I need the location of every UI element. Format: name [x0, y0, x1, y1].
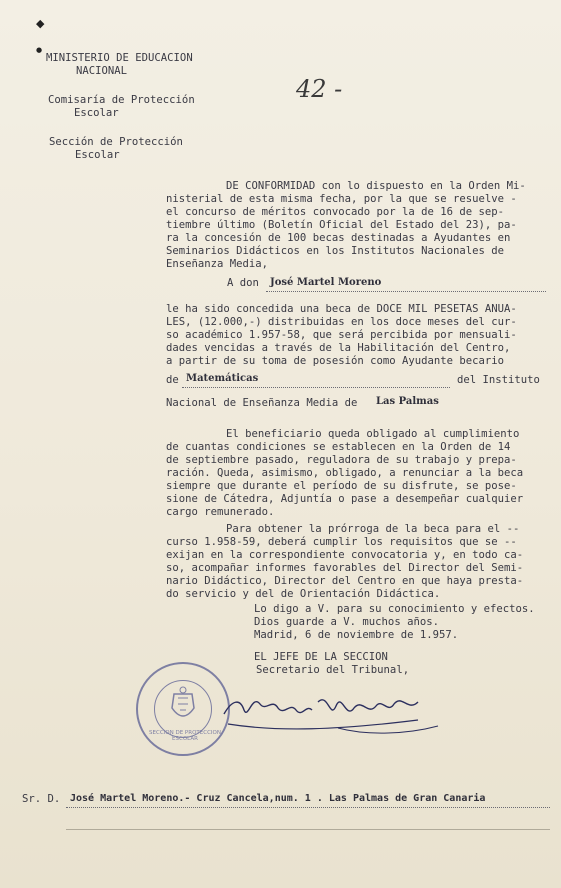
grant-line: LES, (12.000,-) distribuidas en los doce meses del cur-: [166, 316, 517, 328]
signatory-title: EL JEFE DE LA SECCION: [254, 651, 388, 663]
grant-line: so académico 1.957-58, que será percibida por mensuali-: [166, 329, 517, 341]
obligation-line: siempre que durante el período de su disfrute, se pose-: [166, 480, 517, 492]
intro-line: DE CONFORMIDAD con lo dispuesto en la Orden Mi-: [226, 180, 526, 192]
extension-line: curso 1.958-59, deberá cumplir los requisitos que se --: [166, 536, 517, 548]
obligation-paragraph: [166, 428, 523, 519]
closing-line: Lo digo a V. para su conocimiento y efectos.: [254, 603, 535, 615]
closing-block: [254, 603, 535, 642]
fill-line: [182, 387, 450, 388]
obligation-line: cargo remunerado.: [166, 506, 275, 518]
subject-suffix: del Instituto: [457, 374, 540, 386]
stamp-text: SECCION DE PROTECCION ESCOLAR: [149, 730, 221, 742]
official-stamp: [136, 662, 230, 756]
fill-line: [266, 291, 546, 292]
subject-prefix: de: [166, 374, 179, 386]
intro-line: ra la concesión de 100 becas destinadas a Ayudantes en: [166, 232, 511, 244]
intro-line: nisterial de esta misma fecha, por la que se resuelve -: [166, 193, 517, 205]
extension-line: exijan en la correspondiente convocatoria y, en todo ca-: [166, 549, 524, 561]
recipient-name: José Martel Moreno: [270, 277, 382, 288]
institute-city: Las Palmas: [376, 396, 439, 407]
extension-line: Para obtener la prórroga de la beca para el --: [226, 523, 520, 535]
obligation-line: de septiembre pasado, reguladora de su trabajo y prepa-: [166, 454, 517, 466]
obligation-line: sione de Cátedra, Adjuntía o pase a desempeñar cualquier: [166, 493, 524, 505]
intro-paragraph: [166, 180, 526, 271]
grant-line: a partir de su toma de posesión como Ayudante becario: [166, 355, 505, 367]
intro-line: tiembre último (Boletín Oficial del Estado del 23), pa-: [166, 219, 517, 231]
address-text: José Martel Moreno.- Cruz Cancela,num. 1 . Las Palmas de Gran Canaria: [70, 793, 486, 804]
obligation-line: de cuantas condiciones se establecen en la Orden de 14: [166, 441, 511, 453]
address-prefix: Sr. D.: [22, 793, 61, 805]
extension-line: nario Didáctico, Director del Centro en que haya presta-: [166, 575, 524, 587]
ministry-line-2: NACIONAL: [76, 65, 128, 77]
extension-line: so, acompañar informes favorables del Director del Semi-: [166, 562, 524, 574]
institute-prefix: Nacional de Enseñanza Media de: [166, 397, 358, 409]
margin-mark: ◆: [36, 17, 45, 30]
ministry-line-1: MINISTERIO DE EDUCACION: [46, 52, 193, 64]
handwritten-signature: [218, 680, 448, 740]
closing-line: Madrid, 6 de noviembre de 1.957.: [254, 629, 459, 641]
fill-line: [66, 807, 550, 808]
department-line-1: Comisaría de Protección: [48, 94, 195, 106]
signatory-role: Secretario del Tribunal,: [256, 664, 410, 676]
margin-mark: ●: [36, 46, 43, 54]
section-line-2: Escolar: [75, 149, 120, 161]
extension-line: do servicio y del de Orientación Didáctica.: [166, 588, 441, 600]
subject-name: Matemáticas: [186, 373, 259, 384]
department-line-2: Escolar: [74, 107, 119, 119]
section-line-1: Sección de Protección: [49, 136, 183, 148]
intro-line: el concurso de méritos convocado por la de 16 de sep-: [166, 206, 505, 218]
obligation-line: ración. Queda, asimismo, obligado, a renunciar a la beca: [166, 467, 524, 479]
recipient-prefix: A don: [227, 277, 259, 289]
grant-line: le ha sido concedida una beca de DOCE MIL PESETAS ANUA-: [166, 303, 517, 315]
grant-line: dades vencidas a través de la Habilitación del Centro,: [166, 342, 511, 354]
intro-line: Enseñanza Media,: [166, 258, 269, 270]
obligation-line: El beneficiario queda obligado al cumplimiento: [226, 428, 520, 440]
closing-line: Dios guarde a V. muchos años.: [254, 616, 439, 628]
extension-paragraph: [166, 523, 523, 601]
grant-paragraph: [166, 303, 517, 368]
page-number: 42 -: [296, 75, 343, 103]
intro-line: Seminarios Didácticos en los Institutos Nacionales de: [166, 245, 505, 257]
blank-line: [66, 829, 550, 830]
